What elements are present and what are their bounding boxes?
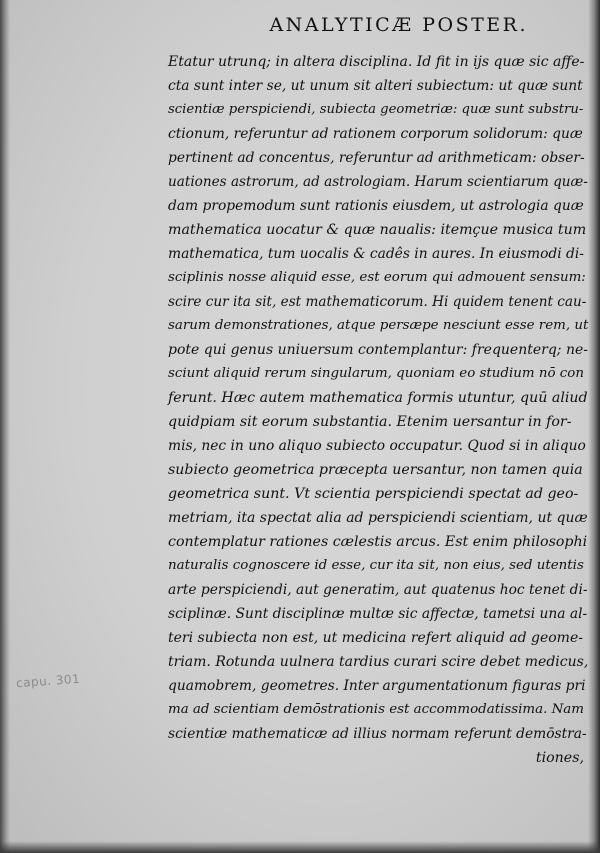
text-line: scientiæ mathematicæ ad illius normam referunt demōstra- (168, 726, 587, 742)
page-left-shadow (0, 0, 10, 853)
text-line: scire cur ita sit, est mathematicorum. Hi quidem tenent cau- (168, 294, 587, 310)
text-line: sciunt aliquid rerum singularum, quoniam eo studium nō con (168, 366, 584, 381)
text-line: metriam, ita spectat alia ad perspiciendi scientiam, ut quæ (168, 510, 588, 526)
text-line: quamobrem, geometres. Inter argumentationum figuras pri (168, 678, 586, 694)
running-head: ANALYTICÆ POSTER. (269, 14, 528, 36)
text-line: sarum demonstrationes, atque persæpe nesciunt esse rem, ut (168, 318, 589, 333)
text-line: pertinent ad concentus, referuntur ad arithmeticam: obser- (168, 150, 585, 166)
text-line: ferunt. Hæc autem mathematica formis utuntur, quū aliud (168, 390, 588, 406)
text-line: contemplatur rationes cælestis arcus. Est enim philosophi (168, 534, 588, 550)
text-line: naturalis cognoscere id esse, cur ita sit, non eius, sed utentis (168, 558, 584, 573)
text-line: Etatur utrunq; in altera disciplina. Id fit in ijs quæ sic affe- (168, 54, 585, 70)
text-line: sciplinæ. Sunt disciplinæ multæ sic affectæ, tametsi una al- (168, 606, 588, 622)
text-line: subiecto geometrica præcepta uersantur, non tamen quia (168, 462, 583, 478)
text-line: uationes astrorum, ad astrologiam. Harum scientiarum quæ- (168, 174, 588, 190)
text-line: sciplinis nosse aliquid esse, est eorum qui admouent sensum: (168, 270, 586, 285)
margin-note: capu. 301 (15, 671, 81, 691)
text-line: mathematica uocatur & quæ naualis: itemçue musica tum (168, 222, 587, 238)
text-line: ma ad scientiam demōstrationis est accommodatissima. Nam (168, 702, 584, 717)
text-line: triam. Rotunda uulnera tardius curari scire debet medicus, (168, 654, 589, 670)
text-line: scientiæ perspiciendi, subiecta geometriæ: quæ sunt substru- (168, 102, 584, 117)
text-line: arte perspiciendi, aut generatim, aut quatenus hoc tenet di- (168, 582, 588, 598)
text-line: tiones, (535, 750, 584, 766)
text-line: teri subiecta non est, ut medicina refert aliquid ad geome- (168, 630, 583, 646)
text-block (168, 50, 588, 770)
text-line: quidpiam sit eorum substantia. Etenim uersantur in for- (168, 414, 572, 430)
text-line: pote qui genus uniuersum contemplantur: frequenterq; ne- (168, 342, 588, 358)
page-right-shadow (588, 0, 600, 853)
text-line: ctionum, referuntur ad rationem corporum solidorum: quæ (168, 126, 583, 142)
page-bottom-shadow (0, 841, 600, 853)
text-line: mis, nec in uno aliquo subiecto occupatur. Quod si in aliquo (168, 438, 586, 454)
text-line: dam propemodum sunt rationis eiusdem, ut astrologia quæ (168, 198, 584, 214)
text-line: cta sunt inter se, ut unum sit alteri subiectum: ut quæ sunt (168, 78, 583, 94)
text-line: mathematica, tum uocalis & cadês in aures. In eiusmodi di- (168, 246, 584, 262)
text-line: geometrica sunt. Vt scientia perspiciendi spectat ad geo- (168, 486, 579, 502)
